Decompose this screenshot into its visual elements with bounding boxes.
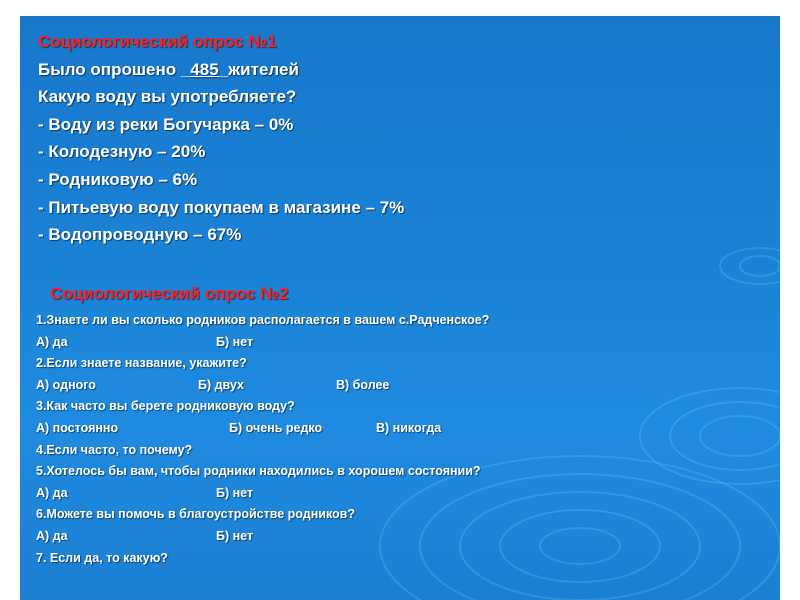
- question-2-options: [36, 375, 489, 397]
- option-label: А) да: [36, 334, 68, 349]
- question-6: 6.Можете вы помочь в благоустройстве родников?: [36, 507, 355, 522]
- option-label: Б) нет: [216, 334, 254, 349]
- respondents-count: 485: [190, 59, 219, 79]
- option-label: Б) очень редко: [229, 420, 323, 435]
- option-label: В) более: [336, 377, 390, 392]
- question-5: 5.Хотелось бы вам, чтобы родники находились в хорошем состоянии?: [36, 464, 481, 479]
- question-3: 3.Как часто вы берете родниковую воду?: [36, 399, 295, 414]
- survey-2: [36, 310, 489, 569]
- option-label: Б) двух: [198, 377, 244, 392]
- option-label: А) одного: [36, 377, 96, 392]
- question-1-options: [36, 332, 489, 354]
- respondents-prefix: Было опрошено _: [38, 59, 191, 79]
- question-7: 7. Если да, то какую?: [36, 550, 168, 565]
- survey-1-question: Какую воду вы употребляете?: [38, 87, 297, 107]
- option-label: В) никогда: [376, 420, 442, 435]
- respondents-suffix: _жителей: [218, 59, 299, 79]
- question-2: 2.Если знаете название, укажите?: [36, 356, 247, 371]
- option-label: А) постоянно: [36, 420, 119, 435]
- survey-1-answer: - Колодезную – 20%: [38, 142, 206, 162]
- survey-1-answer: - Воду из реки Богучарка – 0%: [38, 114, 294, 134]
- slide: [20, 16, 780, 600]
- survey-1: [38, 28, 404, 249]
- option-label: Б) нет: [216, 485, 254, 500]
- survey-1-answer: - Родниковую – 6%: [38, 169, 198, 189]
- option-label: А) да: [36, 485, 68, 500]
- survey-1-answer: - Питьевую воду покупаем в магазине – 7%: [38, 197, 405, 217]
- question-3-options: [36, 418, 489, 440]
- survey-2-title: Социологический опрос №2: [50, 284, 289, 303]
- respondents-line: [38, 56, 404, 84]
- question-6-options: [36, 526, 489, 548]
- option-label: А) да: [36, 528, 68, 543]
- option-label: Б) нет: [216, 528, 254, 543]
- survey-1-answer: - Водопроводную – 67%: [38, 225, 242, 245]
- question-4: 4.Если часто, то почему?: [36, 442, 193, 457]
- survey-1-title: Социологический опрос №1: [38, 32, 277, 51]
- question-5-options: [36, 483, 489, 505]
- question-1: 1.Знаете ли вы сколько родников располагается в вашем с.Радченское?: [36, 313, 490, 327]
